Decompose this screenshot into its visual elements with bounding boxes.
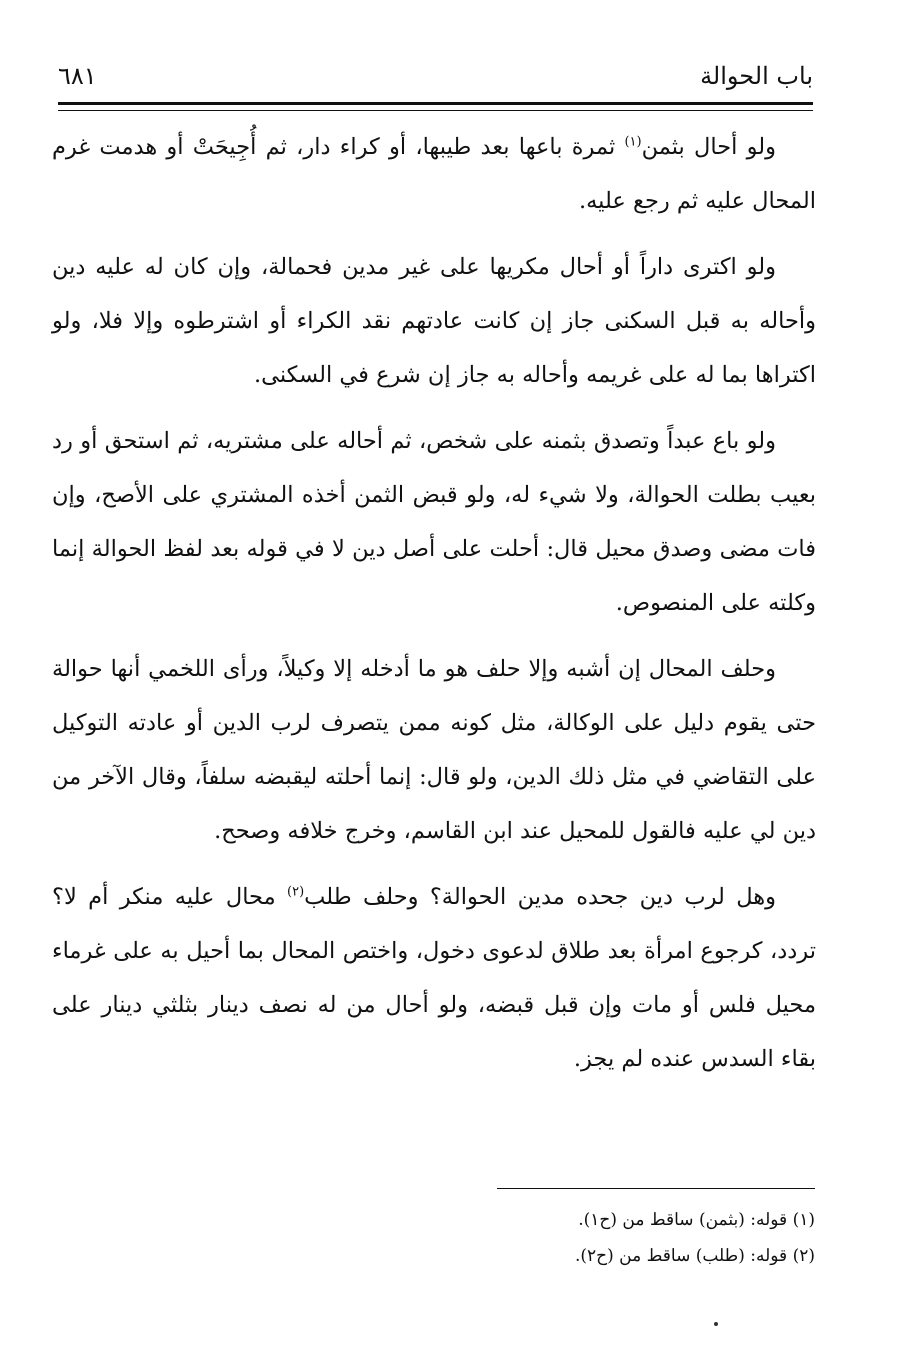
footnote-marker: (١) [624,134,642,150]
footnotes [255,1202,815,1274]
paragraph [52,642,816,858]
scan-mark [714,1322,718,1326]
paragraph [52,870,816,1086]
paragraph-text: وهل لرب دين جحده مدين الحوالة؟ وحلف طلب [304,884,777,910]
paragraph-text: محال عليه منكر أم لا؟ تردد، كرجوع امرأة بعد طلاق لدعوى دخول، واختص المحال بما أحيل به على غرماء محيل فلس أو مات وإن قبل قبضه، ولو أحال من له نصف دينار بثلثي دينار على بقاء السدس عنده لم يجز. [52,884,817,1072]
chapter-title: باب الحوالة [700,62,813,90]
paragraph-text: ولو أحال بثمن [641,134,777,160]
header-rule-thick [58,102,813,105]
paragraph [52,414,816,630]
paragraph-text: ولو باع عبداً وتصدق بثمنه على شخص، ثم أحاله على مشتريه، ثم استحق أو رد بعيب بطلت الحوالة، ولا شيء له، ولو قبض الثمن أخذه المشتري على الأصح، وإن فات مضى وصدق محيل قال: أحلت على أصل دين لا في قوله بعد لفظ الحوالة إنما وكلته على المنصوص. [52,428,816,616]
footnote-marker: (٢) [287,884,305,900]
footnote: (٢) قوله: (طلب) ساقط من (ح٢). [574,1246,815,1266]
page-number: ٦٨١ [58,62,97,90]
running-head [58,58,813,98]
header-rule-thin [58,110,813,111]
paragraph-text: وحلف المحال إن أشبه وإلا حلف هو ما أدخله إلا وكيلاً، ورأى اللخمي أنها حوالة حتى يقوم دليل على الوكالة، مثل كونه ممن يتصرف لرب الدين أو عادته التوكيل على التقاضي في مثل ذلك الدين، ولو قال: إنما أحلته ليقبضه سلفاً، وقال الآخر من دين لي عليه فالقول للمحيل عند ابن القاسم، وخرج خلافه وصحح. [52,656,816,844]
paragraph-text: ولو اكترى داراً أو أحال مكريها على غير مدين فحمالة، وإن كان له عليه دين وأحاله به قبل السكنى جاز إن كانت عادتهم نقد الكراء أو اشترطوه وإلا فلا، ولو اكتراها بما له على غريمه وأحاله به جاز إن شرع في السكنى. [52,254,816,388]
main-text [52,120,816,1098]
paragraph [52,120,816,228]
paragraph-text: ثمرة باعها بعد طيبها، أو كراء دار، ثم أُجِيحَتْ أو هدمت غرم المحال عليه ثم رجع عليه. [52,134,816,214]
footnote-separator [497,1188,815,1189]
paragraph [52,240,816,402]
footnote: (١) قوله: (بثمن) ساقط من (ح١). [578,1210,815,1230]
